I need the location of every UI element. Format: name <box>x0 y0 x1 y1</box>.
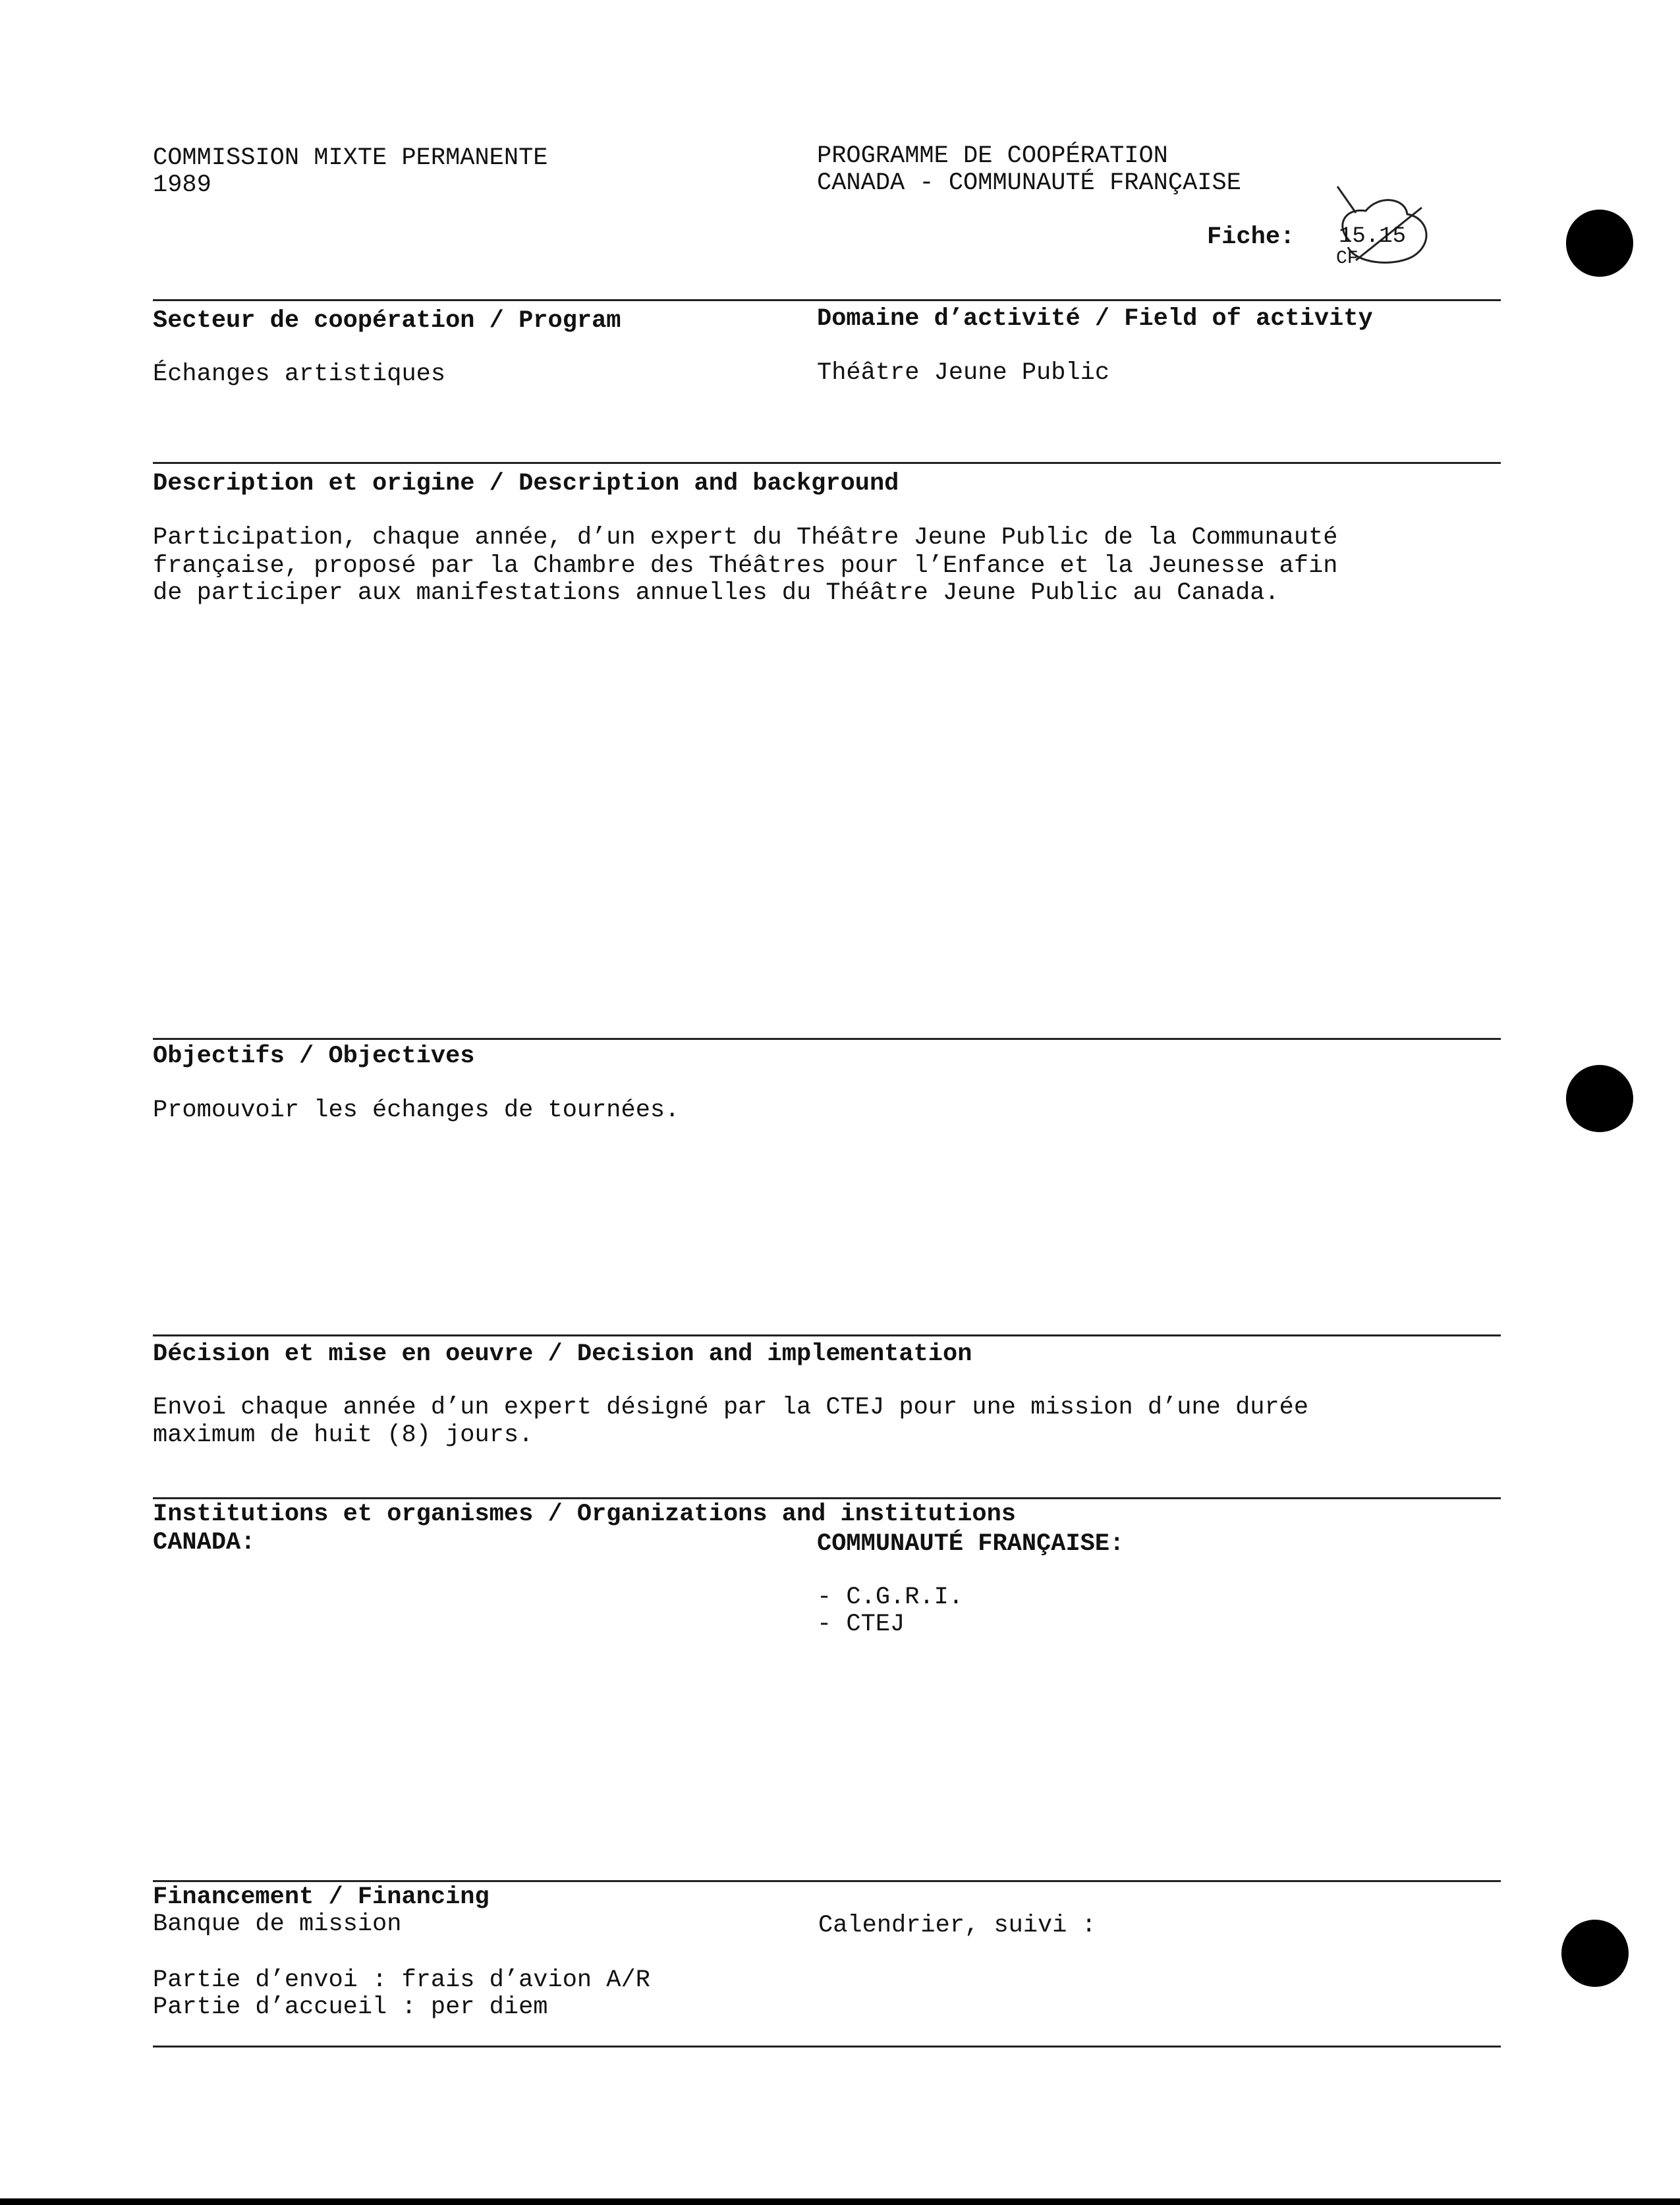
objectives-value: Promouvoir les échanges de tournées. <box>153 1097 680 1124</box>
domain-value: Théâtre Jeune Public <box>817 359 1110 387</box>
financing-line-1: Banque de mission <box>153 1910 402 1938</box>
rule-description <box>153 462 1501 464</box>
rule-financing <box>153 1880 1501 1882</box>
rule-institutions <box>153 1497 1501 1499</box>
header-right-title: PROGRAMME DE COOPÉRATION <box>817 142 1168 170</box>
description-line-3: de participer aux manifestations annuelles du Théâtre Jeune Public au Canada. <box>153 579 1279 607</box>
fiche-label: Fiche: <box>1207 223 1295 251</box>
institutions-label: Institutions et organismes / Organizations and institutions <box>153 1501 1017 1528</box>
calendar-label: Calendrier, suivi : <box>818 1912 1096 1939</box>
rule-top <box>153 299 1501 301</box>
institutions-cf-item-1: - C.G.R.I. <box>817 1584 964 1611</box>
institutions-cf-label: COMMUNAUTÉ FRANÇAISE: <box>817 1530 1125 1558</box>
header-right-subtitle: CANADA - COMMUNAUTÉ FRANÇAISE <box>817 169 1241 197</box>
domain-label: Domaine d’activité / Field of activity <box>817 305 1373 333</box>
header-left-year: 1989 <box>153 171 211 199</box>
financing-label: Financement / Financing <box>153 1883 490 1911</box>
institutions-canada-label: CANADA: <box>153 1529 256 1557</box>
sector-label: Secteur de coopération / Program <box>153 307 621 335</box>
header-left-title: COMMISSION MIXTE PERMANENTE <box>153 144 548 172</box>
punch-hole-bottom <box>1561 1920 1629 1987</box>
punch-hole-middle <box>1566 1065 1633 1132</box>
decision-line-1: Envoi chaque année d’un expert désigné par la CTEJ pour une mission d’une durée <box>153 1394 1309 1421</box>
description-label: Description et origine / Description and background <box>153 470 899 498</box>
description-line-2: française, proposé par la Chambre des Théâtres pour l’Enfance et la Jeunesse afin <box>153 552 1338 580</box>
description-line-1: Participation, chaque année, d’un expert du Théâtre Jeune Public de la Communauté <box>153 524 1338 552</box>
fiche-suffix: CF <box>1336 248 1358 269</box>
sector-value: Échanges artistiques <box>153 360 446 388</box>
scan-bottom-edge <box>0 2198 1680 2205</box>
fiche-number: 15.15 <box>1339 224 1407 249</box>
decision-label: Décision et mise en oeuvre / Decision and implementation <box>153 1340 972 1368</box>
financing-line-3: Partie d’accueil : per diem <box>153 1993 548 2021</box>
rule-objectives <box>153 1038 1501 1040</box>
financing-line-2: Partie d’envoi : frais d’avion A/R <box>153 1966 650 1994</box>
institutions-cf-item-2: - CTEJ <box>817 1611 905 1638</box>
objectives-label: Objectifs / Objectives <box>153 1043 475 1070</box>
punch-hole-top <box>1566 210 1633 277</box>
decision-line-2: maximum de huit (8) jours. <box>153 1421 534 1449</box>
rule-bottom <box>153 2046 1501 2048</box>
rule-decision <box>153 1334 1501 1336</box>
